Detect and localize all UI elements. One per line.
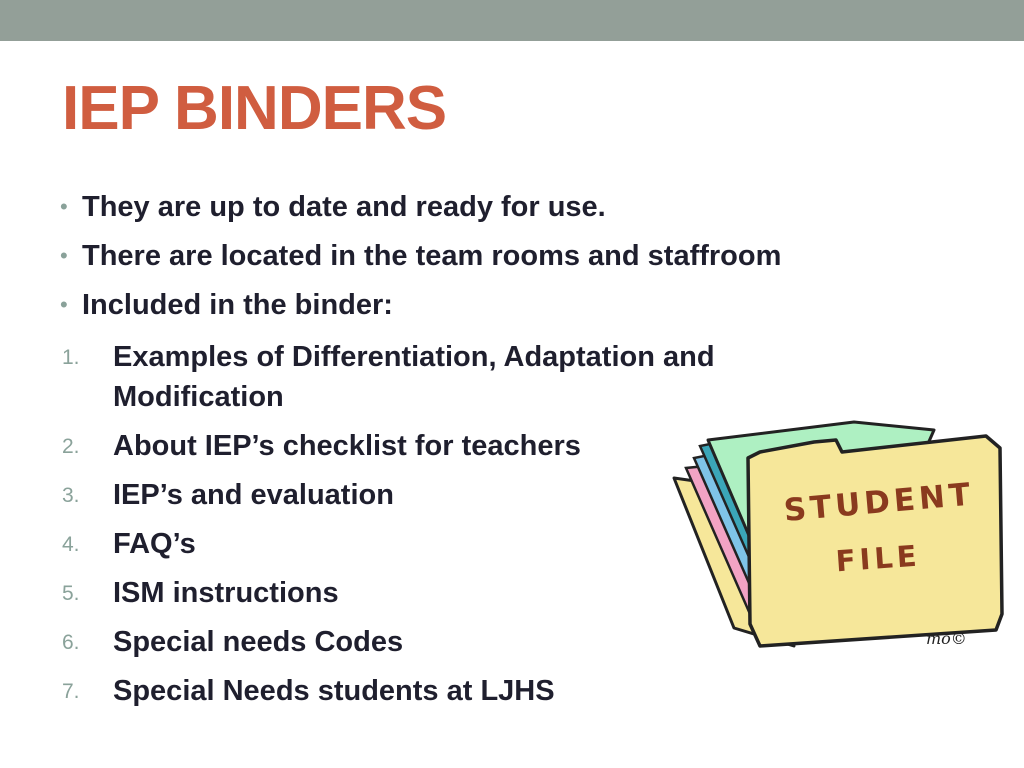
item-number: 6. — [62, 631, 80, 654]
item-text: Special needs Codes — [113, 626, 404, 658]
bullet-item — [60, 288, 680, 322]
item-number: 4. — [62, 533, 80, 556]
bullet-dot-icon: • — [60, 194, 68, 219]
item-number: 3. — [62, 484, 80, 507]
bullet-item — [60, 190, 680, 224]
bullet-text: They are up to date and ready for use. — [82, 191, 606, 223]
item-text: IEP’s and evaluation — [113, 479, 394, 511]
numbered-item — [60, 671, 840, 711]
bullet-text: Included in the binder: — [82, 289, 393, 321]
bullet-text: There are located in the team rooms and staffroom — [82, 240, 782, 272]
artist-signature: mo© — [926, 629, 967, 648]
slide-title: IEP BINDERS — [62, 74, 447, 143]
item-text: Special Needs students at LJHS — [113, 675, 555, 707]
item-text: ISM instructions — [113, 577, 339, 609]
student-file-folder-illustration — [664, 418, 1010, 654]
bullet-item — [60, 239, 782, 273]
bullet-list — [60, 190, 782, 337]
item-text: About IEP’s checklist for teachers — [113, 430, 581, 462]
item-number: 7. — [62, 680, 80, 703]
item-number: 5. — [62, 582, 80, 605]
item-number: 2. — [62, 435, 80, 458]
item-number: 1. — [62, 346, 80, 369]
folder-label-student: STUDENT — [782, 476, 976, 529]
bullet-dot-icon: • — [60, 292, 68, 317]
item-text: FAQ’s — [113, 528, 196, 560]
folder-label-file: FILE — [834, 538, 922, 579]
item-text: Examples of Differentiation, Adaptation and Modification — [113, 341, 715, 413]
top-accent-bar — [0, 0, 1024, 41]
numbered-item — [60, 337, 840, 417]
bullet-dot-icon: • — [60, 243, 68, 268]
